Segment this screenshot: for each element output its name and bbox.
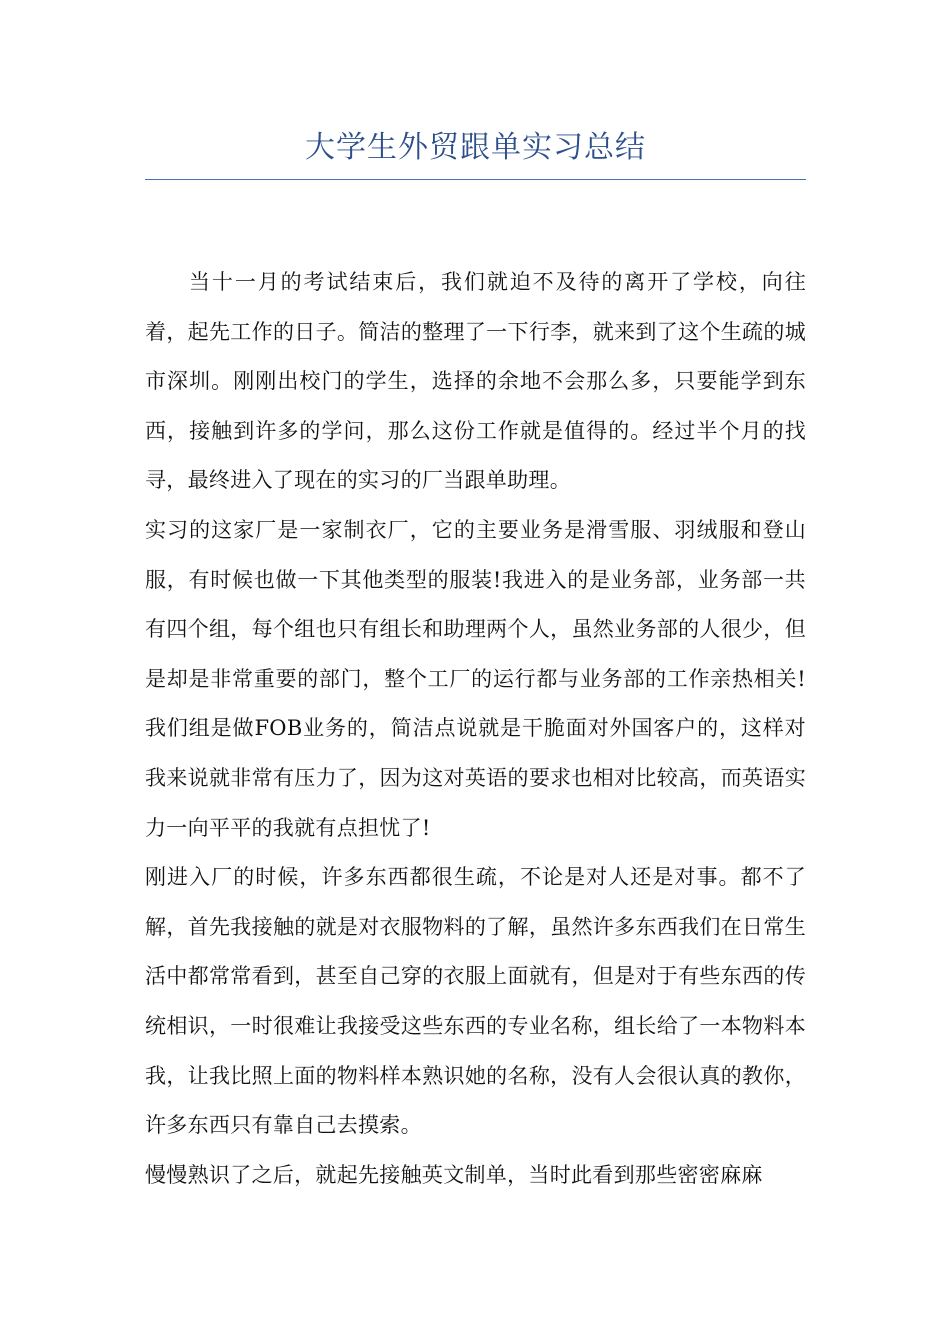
body-paragraph: 当十一月的考试结束后，我们就迫不及待的离开了学校，向往着，起先工作的日子。简洁的整理了一下行李，就来到了这个生疏的城市深圳。刚刚出校门的学生，选择的余地不会那么多，只要能学到东西，接触到许多的学问，那么这份工作就是值得的。经过半个月的找寻，最终进入了现在的实习的厂当跟单助理。 [145, 270, 806, 493]
document-body [145, 258, 806, 1200]
body-paragraph: 刚进入厂的时候，许多东西都很生疏，不论是对人还是对事。都不了解，首先我接触的就是对衣服物料的了解，虽然许多东西我们在日常生活中都常常看到，甚至自己穿的衣服上面就有，但是对于有些东西的传统相识，一时很难让我接受这些东西的专业名称，组长给了一本物料本我，让我比照上面的物料样本熟识她的名称，没有人会很认真的教你，许多东西只有靠自己去摸索。 [145, 865, 806, 1138]
document-title: 大学生外贸跟单实习总结 [305, 130, 646, 165]
body-paragraph: 实习的这家厂是一家制衣厂，它的主要业务是滑雪服、羽绒服和登山服，有时候也做一下其他类型的服装!我进入的是业务部，业务部一共有四个组，每个组也只有组长和助理两个人，虽然业务部的人很少，但是却是非常重要的部门，整个工厂的运行都与业务部的工作亲热相关!我们组是做FOB业务的，简洁点说就是干脆面对外国客户的，这样对我来说就非常有压力了，因为这对英语的要求也相对比较高，而英语实力一向平平的我就有点担忧了! [145, 517, 806, 840]
title-underline [145, 179, 806, 180]
body-paragraph: 慢慢熟识了之后，就起先接触英文制单，当时此看到那些密密麻麻 [145, 1162, 763, 1187]
